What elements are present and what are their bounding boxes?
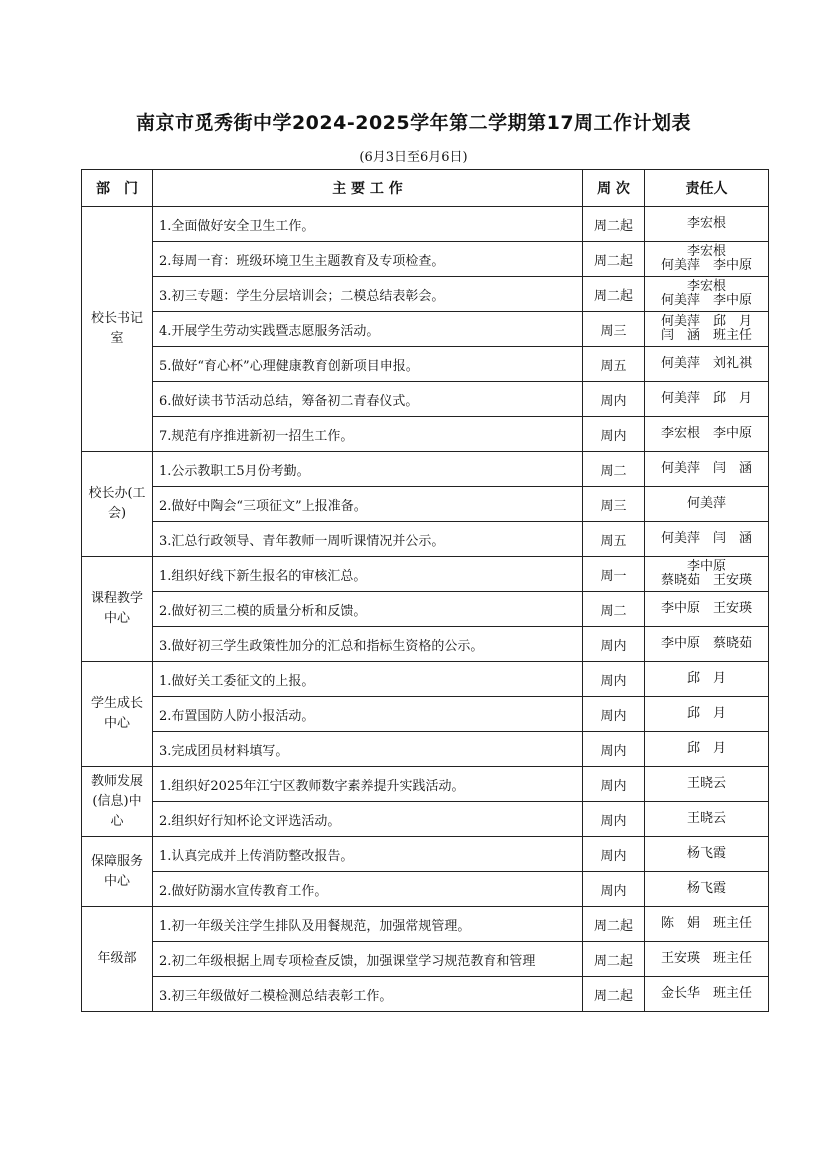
table-row — [82, 312, 769, 347]
week-cell: 周二 — [583, 452, 645, 487]
week-cell: 周内 — [583, 837, 645, 872]
table-row — [82, 452, 769, 487]
responsible-person-cell: 李宏根 何美萍 李中原 — [645, 277, 769, 312]
work-item-cell: 1.全面做好安全卫生工作。 — [153, 207, 583, 242]
work-item-cell: 2.每周一育：班级环境卫生主题教育及专项检查。 — [153, 242, 583, 277]
week-cell: 周二起 — [583, 277, 645, 312]
responsible-person-cell: 邱 月 — [645, 662, 769, 697]
week-cell: 周二起 — [583, 207, 645, 242]
table-row — [82, 592, 769, 627]
table-row — [82, 697, 769, 732]
department-cell: 年级部 — [82, 907, 153, 1012]
responsible-person-cell: 王晓云 — [645, 767, 769, 802]
responsible-person-cell: 邱 月 — [645, 697, 769, 732]
week-cell: 周内 — [583, 732, 645, 767]
department-cell: 学生成长中心 — [82, 662, 153, 767]
responsible-person-cell: 金长华 班主任 — [645, 977, 769, 1012]
work-item-cell: 2.做好中陶会“三项征文”上报准备。 — [153, 487, 583, 522]
responsible-person-cell: 李宏根 — [645, 207, 769, 242]
table-row — [82, 382, 769, 417]
table-row — [82, 347, 769, 382]
responsible-person-cell: 李宏根 李中原 — [645, 417, 769, 452]
table-row — [82, 557, 769, 592]
responsible-person-cell: 李中原 王安瑛 — [645, 592, 769, 627]
work-item-cell: 3.汇总行政领导、青年教师一周听课情况并公示。 — [153, 522, 583, 557]
week-cell: 周二 — [583, 592, 645, 627]
work-item-cell: 3.初三专题：学生分层培训会；二模总结表彰会。 — [153, 277, 583, 312]
table-row — [82, 907, 769, 942]
table-body — [82, 207, 769, 1012]
week-cell: 周五 — [583, 522, 645, 557]
work-item-cell: 5.做好“育心杯”心理健康教育创新项目申报。 — [153, 347, 583, 382]
header-week: 周 次 — [583, 170, 645, 207]
work-item-cell: 4.开展学生劳动实践暨志愿服务活动。 — [153, 312, 583, 347]
work-item-cell: 7.规范有序推进新初一招生工作。 — [153, 417, 583, 452]
week-cell: 周二起 — [583, 977, 645, 1012]
work-item-cell: 3.完成团员材料填写。 — [153, 732, 583, 767]
responsible-person-cell: 李宏根 何美萍 李中原 — [645, 242, 769, 277]
responsible-person-cell: 何美萍 邱 月 — [645, 382, 769, 417]
work-item-cell: 2.做好初三二模的质量分析和反馈。 — [153, 592, 583, 627]
table-row — [82, 522, 769, 557]
date-range: (6月3日至6月6日) — [359, 150, 468, 165]
week-cell: 周内 — [583, 872, 645, 907]
department-cell: 保障服务中心 — [82, 837, 153, 907]
header-row — [82, 170, 769, 207]
header-person: 责任人 — [645, 170, 769, 207]
responsible-person-cell: 杨飞霞 — [645, 872, 769, 907]
work-item-cell: 1.组织好线下新生报名的审核汇总。 — [153, 557, 583, 592]
responsible-person-cell: 李中原 蔡晓茹 — [645, 627, 769, 662]
table-row — [82, 767, 769, 802]
work-item-cell: 1.初一年级关注学生排队及用餐规范，加强常规管理。 — [153, 907, 583, 942]
table-row — [82, 732, 769, 767]
responsible-person-cell: 邱 月 — [645, 732, 769, 767]
responsible-person-cell: 李中原 蔡晓茹 王安瑛 — [645, 557, 769, 592]
work-item-cell: 2.做好防溺水宣传教育工作。 — [153, 872, 583, 907]
table-row — [82, 277, 769, 312]
table-row — [82, 977, 769, 1012]
table-row — [82, 487, 769, 522]
responsible-person-cell: 陈 娟 班主任 — [645, 907, 769, 942]
work-item-cell: 2.布置国防人防小报活动。 — [153, 697, 583, 732]
table-row — [82, 872, 769, 907]
responsible-person-cell: 何美萍 邱 月 闫 涵 班主任 — [645, 312, 769, 347]
table-row — [82, 417, 769, 452]
work-plan-table — [81, 169, 769, 1012]
responsible-person-cell: 何美萍 闫 涵 — [645, 452, 769, 487]
week-cell: 周内 — [583, 627, 645, 662]
table-row — [82, 207, 769, 242]
work-item-cell: 1.做好关工委征文的上报。 — [153, 662, 583, 697]
week-cell: 周二起 — [583, 242, 645, 277]
work-item-cell: 2.初二年级根据上周专项检查反馈，加强课堂学习规范教育和管理 — [153, 942, 583, 977]
responsible-person-cell: 王晓云 — [645, 802, 769, 837]
page-title: 南京市觅秀街中学2024-2025学年第二学期第17周工作计划表 — [135, 112, 692, 134]
work-item-cell: 1.组织好2025年江宁区教师数字素养提升实践活动。 — [153, 767, 583, 802]
header-dept: 部 门 — [82, 170, 153, 207]
week-cell: 周二起 — [583, 907, 645, 942]
work-item-cell: 6.做好读书节活动总结，筹备初二青春仪式。 — [153, 382, 583, 417]
work-item-cell: 2.组织好行知杯论文评选活动。 — [153, 802, 583, 837]
week-cell: 周内 — [583, 662, 645, 697]
header-work: 主 要 工 作 — [153, 170, 583, 207]
table-row — [82, 802, 769, 837]
table-row — [82, 242, 769, 277]
week-cell: 周二起 — [583, 942, 645, 977]
work-item-cell: 3.做好初三学生政策性加分的汇总和指标生资格的公示。 — [153, 627, 583, 662]
responsible-person-cell: 王安瑛 班主任 — [645, 942, 769, 977]
responsible-person-cell: 何美萍 刘礼祺 — [645, 347, 769, 382]
week-cell: 周五 — [583, 347, 645, 382]
responsible-person-cell: 杨飞霞 — [645, 837, 769, 872]
work-item-cell: 3.初三年级做好二模检测总结表彰工作。 — [153, 977, 583, 1012]
table-row — [82, 627, 769, 662]
week-cell: 周内 — [583, 802, 645, 837]
department-cell: 校长办(工会) — [82, 452, 153, 557]
department-cell: 教师发展(信息)中心 — [82, 767, 153, 837]
table-row — [82, 662, 769, 697]
table-row — [82, 942, 769, 977]
week-cell: 周内 — [583, 382, 645, 417]
work-item-cell: 1.认真完成并上传消防整改报告。 — [153, 837, 583, 872]
week-cell: 周内 — [583, 417, 645, 452]
responsible-person-cell: 何美萍 闫 涵 — [645, 522, 769, 557]
department-cell: 校长书记室 — [82, 207, 153, 452]
responsible-person-cell: 何美萍 — [645, 487, 769, 522]
week-cell: 周一 — [583, 557, 645, 592]
week-cell: 周三 — [583, 487, 645, 522]
week-cell: 周内 — [583, 697, 645, 732]
table-row — [82, 837, 769, 872]
work-item-cell: 1.公示教职工5月份考勤。 — [153, 452, 583, 487]
week-cell: 周三 — [583, 312, 645, 347]
department-cell: 课程教学中心 — [82, 557, 153, 662]
week-cell: 周内 — [583, 767, 645, 802]
